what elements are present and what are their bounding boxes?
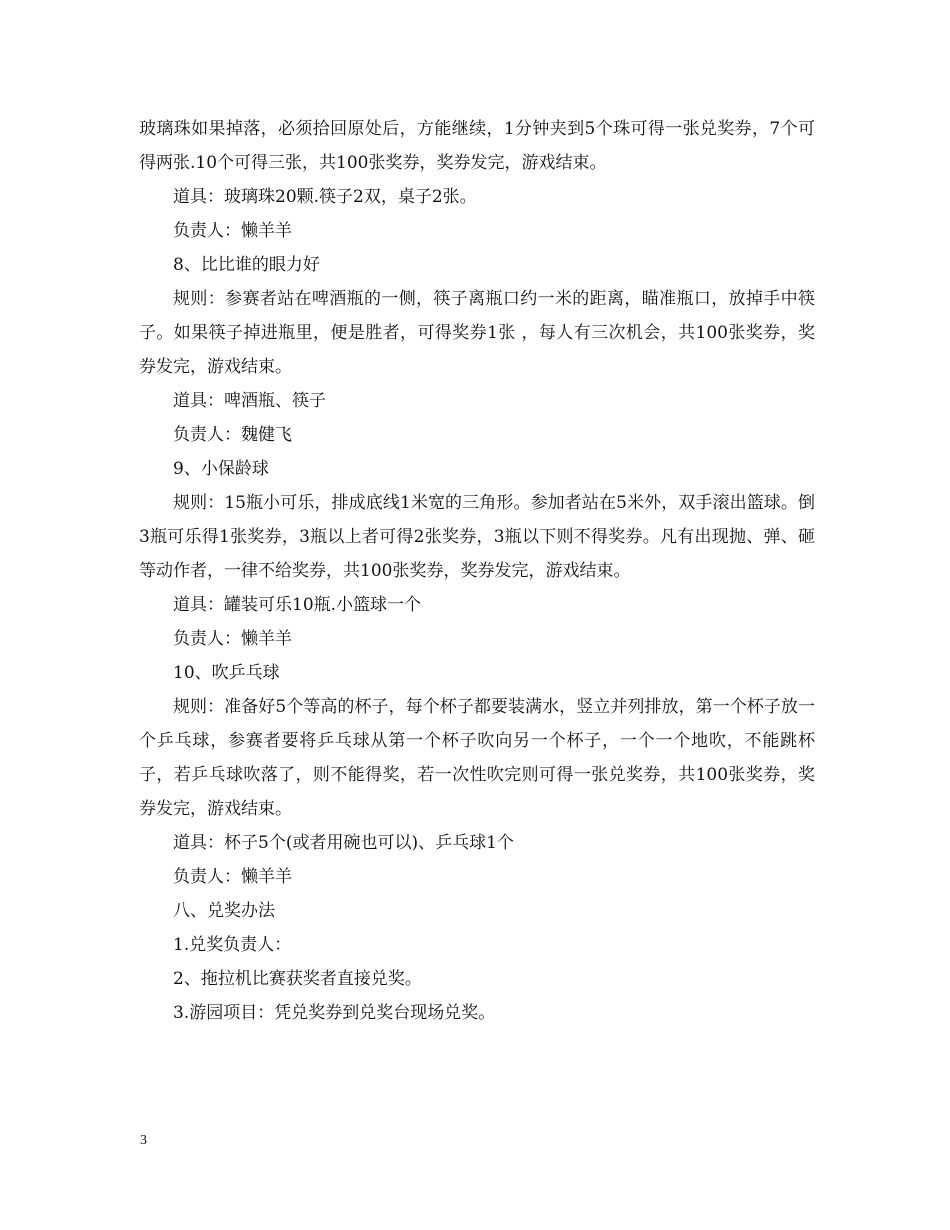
paragraph-owner: 负责人：懒羊羊: [173, 221, 292, 241]
list-item: 1.兑奖负责人：: [173, 935, 292, 955]
document-body: [139, 112, 815, 1030]
paragraph-owner: 负责人：魏健飞: [173, 425, 292, 445]
list-item: 3.游园项目：凭兑奖券到兑奖台现场兑奖。: [173, 1003, 496, 1023]
paragraph-owner: 负责人：懒羊羊: [173, 629, 292, 649]
paragraph-rules: 规则：准备好5个等高的杯子，每个杯子都要装满水，竖立并列排放，第一个杯子放一个乒乓球，参赛者要将乒乓球从第一个杯子吹向另一个杯子，一个一个地吹，不能跳杯子，若乒乓球吹落了，则不能得奖，若一次性吹完则可得一张兑奖券，共100张奖券，奖券发完，游戏结束。: [139, 697, 815, 819]
section-heading: 八、兑奖办法: [173, 901, 275, 921]
list-item: 2、拖拉机比赛获奖者直接兑奖。: [173, 969, 422, 989]
paragraph-props: 道具：罐装可乐10瓶.小篮球一个: [173, 595, 422, 615]
section-heading: 9、小保龄球: [173, 459, 269, 479]
paragraph-owner: 负责人：懒羊羊: [173, 867, 292, 887]
paragraph-props: 道具：杯子5个(或者用碗也可以)、乒乓球1个: [173, 833, 514, 853]
page-number: 3: [140, 1133, 147, 1148]
paragraph-props: 道具：玻璃珠20颗.筷子2双，桌子2张。: [173, 187, 477, 207]
paragraph-rules: 规则：15瓶小可乐，排成底线1米宽的三角形。参加者站在5米外，双手滚出篮球。倒3瓶可乐得1张奖券，3瓶以上者可得2张奖券，3瓶以下则不得奖券。凡有出现抛、弹、砸等动作者，一律不给奖券，共100张奖券，奖券发完，游戏结束。: [139, 493, 815, 581]
paragraph-props: 道具：啤酒瓶、筷子: [173, 391, 326, 411]
paragraph-continuation: 玻璃珠如果掉落，必须拾回原处后，方能继续，1分钟夹到5个珠可得一张兑奖券，7个可得两张.10个可得三张，共100张奖券，奖券发完，游戏结束。: [139, 119, 815, 173]
section-heading: 10、吹乒乓球: [173, 663, 280, 683]
paragraph-rules: 规则：参赛者站在啤酒瓶的一侧，筷子离瓶口约一米的距离，瞄准瓶口，放掉手中筷子。如果筷子掉进瓶里，便是胜者，可得奖券1张 ，每人有三次机会，共100张奖券，奖券发完，游戏结束。: [139, 289, 815, 377]
section-heading: 8、比比谁的眼力好: [173, 255, 320, 275]
